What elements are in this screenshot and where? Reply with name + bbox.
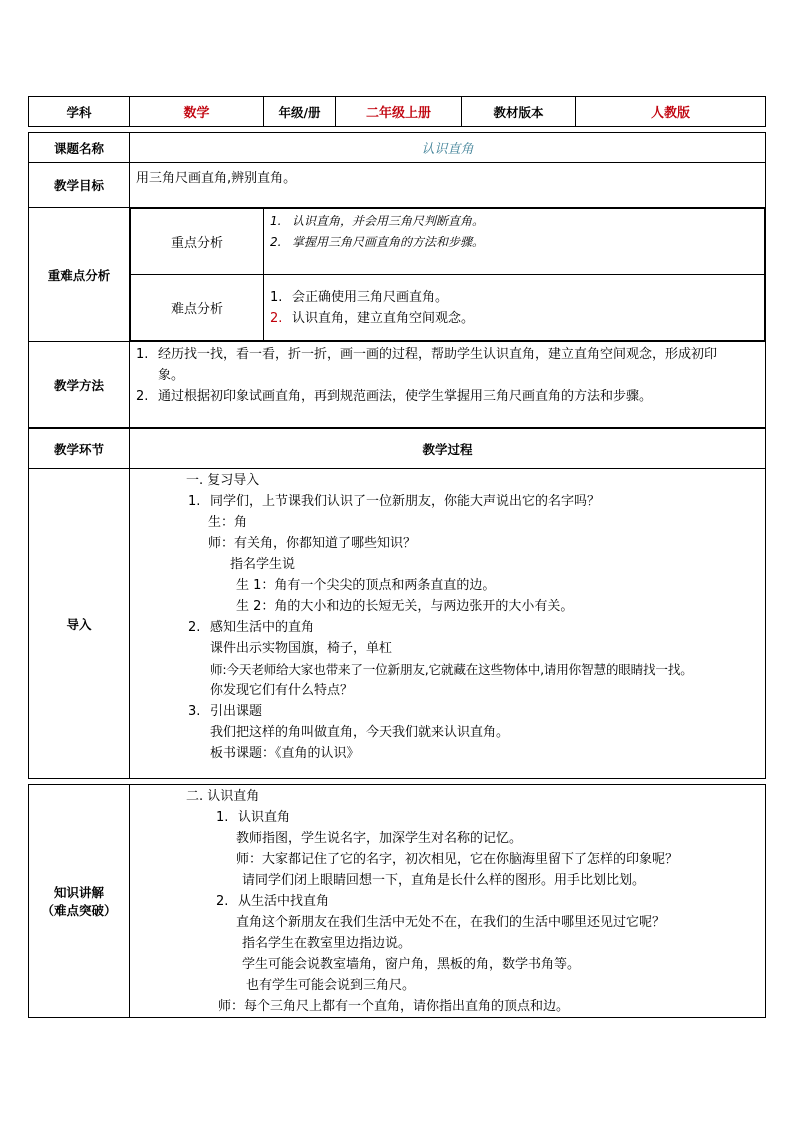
knowledge-item-1-recall: 请同学们闭上眼睛回想一下，直角是长什么样的图形。用手比划比划。 xyxy=(242,873,646,888)
method-line-1b: 象。 xyxy=(158,368,185,383)
lesson-name-row xyxy=(29,133,766,163)
knowledge-item-1-text: 教师指图，学生说名字，加深学生对名称的记忆。 xyxy=(236,831,523,846)
knowledge-item-2-title: 从生活中找直角 xyxy=(238,894,330,909)
goal-text: 用三角尺画直角,辨别直角。 xyxy=(130,163,766,208)
hard-point-1: 会正确使用三角尺画直角。 xyxy=(292,289,449,305)
hard-point-2: 认识直角，建立直角空间观念。 xyxy=(292,310,475,326)
intro-teacher-ask: 师：有关角，你都知道了哪些知识？ xyxy=(208,536,417,551)
header-row xyxy=(29,97,766,127)
intro-feature-question: 你发现它们有什么特点？ xyxy=(210,683,354,698)
method-row xyxy=(29,342,766,428)
knowledge-row xyxy=(29,785,766,1018)
process-header: 教学过程 xyxy=(130,429,766,469)
hard-points-label: 难点分析 xyxy=(131,275,264,341)
analysis-row xyxy=(29,208,766,342)
intro-question: 同学们，上节课我们认识了一位新朋友，你能大声说出它的名字吗？ xyxy=(210,494,601,509)
knowledge-item-2-ruler: 也有学生可能会说到三角尺。 xyxy=(246,978,416,993)
hard-points-list: 1. 会正确使用三角尺画直角。 2. 认识直角，建立直角空间观念。 xyxy=(264,275,765,341)
grade-value: 二年级上册 xyxy=(336,97,462,127)
intro-label: 导入 xyxy=(29,469,130,779)
intro-topic-title: 引出课题 xyxy=(210,704,263,719)
process-header-row xyxy=(29,429,766,469)
lesson-name-label: 课题名称 xyxy=(29,133,130,163)
knowledge-item-1-teacher: 师：大家都记住了它的名字，初次相见，它在你脑海里留下了怎样的印象呢？ xyxy=(236,852,679,867)
knowledge-section-title: 二. 认识直角 xyxy=(186,789,260,804)
key-point-2: 掌握用三角尺画直角的方法和步骤。 xyxy=(292,235,485,249)
intro-student-2: 生 2：角的大小和边的长短无关，与两边张开的大小有关。 xyxy=(236,599,574,614)
intro-topic-text: 我们把这样的角叫做直角，今天我们就来认识直角。 xyxy=(210,725,510,740)
edition-label: 教材版本 xyxy=(462,97,576,127)
intro-content: 一. 复习导入 1. 同学们，上节课我们认识了一位新朋友，你能大声说出它的名字吗？ 生：角 师：有关角，你都知道了哪些知识？ 指名学生说 生 1：角有一个尖尖的顶点和两条直直的边。 生 2：角的大小和边的长短无关，与两边张开的大小有关。 2. 感知生活中的直角 课件出示实物国旗，椅子，单杠 师:今天老师给大家也带来了一位新朋友,它就藏在这些物体中,请用你智慧的眼睛找一找。 你发现它们有什么特点？ 3. 引出课题 我们把这样的角叫做直角，今天我们就来认识直角。 板书课题：《直角的认识》 xyxy=(130,469,766,779)
intro-teacher-friend: 师:今天老师给大家也带来了一位新朋友,它就藏在这些物体中,请用你智慧的眼睛找一找。 xyxy=(210,662,693,677)
key-point-1: 认识直角，并会用三角尺判断直角。 xyxy=(292,214,485,228)
intro-board-title: 板书课题：《直角的认识》 xyxy=(210,746,360,761)
method-line-1: 经历找一找，看一看，折一折，画一画的过程，帮助学生认识直角，建立直角空间观念，形成初印 xyxy=(158,347,718,362)
goal-label: 教学目标 xyxy=(29,163,130,208)
intro-answer: 生：角 xyxy=(208,515,248,530)
knowledge-content: 二. 认识直角 1. 认识直角 教师指图，学生说名字，加深学生对名称的记忆。 师：大家都记住了它的名字，初次相见，它在你脑海里留下了怎样的印象呢？ 请同学们闭上眼睛回想一下，直角是长什么样的图形。用手比划比划。 2. 从生活中找直角 直角这个新朋友在我们生活中无处不在，在我们的生活中哪里还见过它呢？ 指名学生在教室里边指边说。 学生可能会说教室墙角，窗户角，黑板的角，数学书角等。 也有学生可能会说到三角尺。 师：每个三角尺上都有一个直角，请你指出直角的顶点和边。 xyxy=(130,785,766,1018)
intro-perceive-title: 感知生活中的直角 xyxy=(210,620,315,635)
method-line-2: 通过根据初印象试画直角，再到规范画法，使学生掌握用三角尺画直角的方法和步骤。 xyxy=(158,389,653,404)
intro-row xyxy=(29,469,766,779)
lesson-plan-sheet xyxy=(28,96,765,1018)
knowledge-item-1-title: 认识直角 xyxy=(238,810,291,825)
knowledge-label-main: 知识讲解 xyxy=(53,885,104,900)
subject-label: 学科 xyxy=(29,97,130,127)
knowledge-item-2-call: 指名学生在教室里边指边说。 xyxy=(242,936,412,951)
knowledge-item-2-possible: 学生可能会说教室墙角，窗户角，黑板的角，数学书角等。 xyxy=(242,957,581,972)
analysis-inner-table xyxy=(130,208,765,341)
method-text: 1. 经历找一找，看一看，折一折，画一画的过程，帮助学生认识直角，建立直角空间观念，形成初印 象。 2. 通过根据初印象试画直角，再到规范画法，使学生掌握用三角尺画直角的方法和步骤。 xyxy=(130,342,766,428)
lesson-name-value: 认识直角 xyxy=(130,133,766,163)
edition-value: 人教版 xyxy=(576,97,766,127)
goal-row xyxy=(29,163,766,208)
intro-courseware: 课件出示实物国旗，椅子，单杠 xyxy=(210,641,393,656)
knowledge-label-sub: （难点突破） xyxy=(41,903,117,918)
key-points-list: 1. 认识直角，并会用三角尺判断直角。 2. 掌握用三角尺画直角的方法和步骤。 xyxy=(264,209,765,275)
method-label: 教学方法 xyxy=(29,342,130,428)
intro-call-student: 指名学生说 xyxy=(230,557,296,572)
stage-header: 教学环节 xyxy=(29,429,130,469)
subject-value: 数学 xyxy=(130,97,264,127)
knowledge-item-2-teacher: 师：每个三角尺上都有一个直角，请你指出直角的顶点和边。 xyxy=(218,999,570,1014)
intro-section-title: 一. 复习导入 xyxy=(186,473,260,488)
intro-student-1: 生 1：角有一个尖尖的顶点和两条直直的边。 xyxy=(236,578,496,593)
grade-label: 年级/册 xyxy=(264,97,336,127)
knowledge-label xyxy=(29,785,130,1018)
lesson-plan-table xyxy=(28,96,766,1018)
analysis-label: 重难点分析 xyxy=(29,208,130,342)
knowledge-item-2-text: 直角这个新朋友在我们生活中无处不在，在我们的生活中哪里还见过它呢？ xyxy=(236,915,666,930)
key-points-label: 重点分析 xyxy=(131,209,264,275)
